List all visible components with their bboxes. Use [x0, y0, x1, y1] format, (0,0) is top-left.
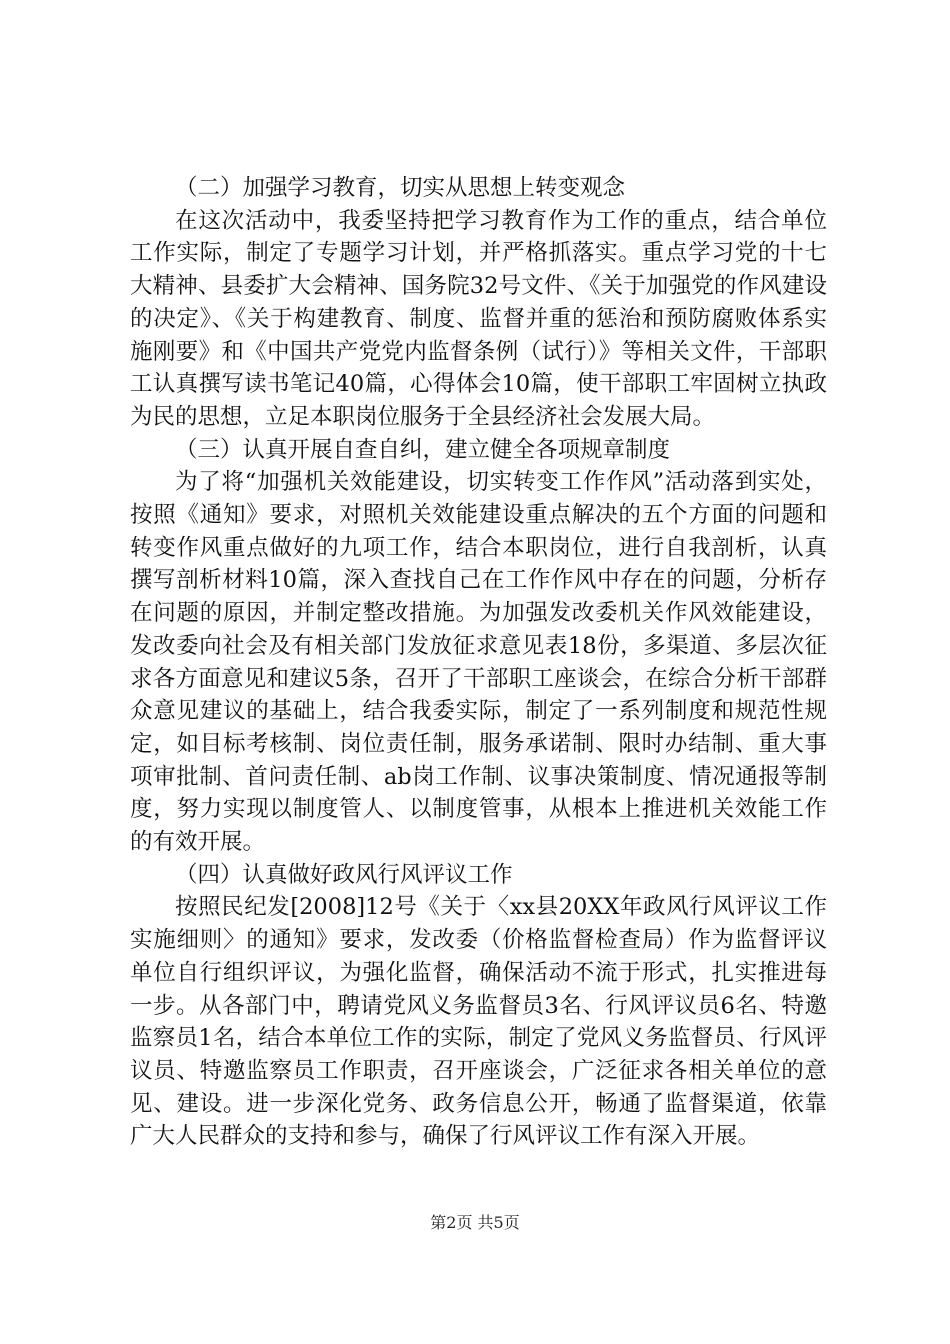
- paragraph-style-evaluation: 按照民纪发[2008]12号《关于〈xx县20XX年政风行风评议工作实施细则〉的通知》要求，发改委（价格监督检查局）作为监督评议单位自行组织评议，为强化监督，确保活动不流于形式，扎实推进每一步。从各部门中，聘请党风义务监督员3名、行风评议员6名、特邀监察员1名，结合本单位工作的实际，制定了党风义务监督员、行风评议员、特邀监察员工作职责，召开座谈会，广泛征求各相关单位的意见、建设。进一步深化党务、政务信息公开，畅通了监督渠道，依靠广大人民群众的支持和参与，确保了行风评议工作有深入开展。: [130, 894, 827, 1150]
- paragraph-self-inspection: 为了将“加强机关效能建设，切实转变工作作风”活动落到实处，按照《通知》要求，对照机关效能建设重点解决的五个方面的问题和转变作风重点做好的九项工作，结合本职岗位，进行自我剖析，认真撰写剖析材料10篇，深入查找自己在工作作风中存在的问题，分析存在问题的原因，并制定整改措施。为加强发改委机关作风效能建设，发改委向社会及有相关部门发放征求意见表18份，多渠道、多层次征求各方面意见和建议5条，召开了干部职工座谈会，在综合分析干部群众意见建议的基础上，结合我委实际，制定了一系列制度和规范性规定，如目标考核制、岗位责任制，服务承诺制、限时办结制、重大事项审批制、首问责任制、ab岗工作制、议事决策制度、情况通报等制度，努力实现以制度管人、以制度管事，从根本上推进机关效能工作的有效开展。: [130, 469, 827, 856]
- paragraph-study-education: 在这次活动中，我委坚持把学习教育作为工作的重点，结合单位工作实际，制定了专题学习计划，并严格抓落实。重点学习党的十七大精神、县委扩大会精神、国务院32号文件、《关于加强党的作风建设的决定》、《关于构建教育、制度、监督并重的惩治和预防腐败体系实施刚要》和《中国共产党党内监督条例（试行）》等相关文件，干部职工认真撰写读书笔记40篇，心得体会10篇，使干部职工牢固树立执政为民的思想，立足本职岗位服务于全县经济社会发展大局。: [130, 207, 827, 430]
- page-footer: [0, 1210, 950, 1233]
- section-heading-3: （三）认真开展自查自纠，建立健全各项规章制度: [175, 436, 671, 463]
- page-indicator: 第2页 共5页: [430, 1213, 520, 1232]
- section-heading-2: （二）加强学习教育，切实从思想上转变观念: [175, 175, 626, 201]
- document-body: [130, 172, 827, 1153]
- section-heading-4: （四）认真做好政风行风评议工作: [175, 861, 513, 888]
